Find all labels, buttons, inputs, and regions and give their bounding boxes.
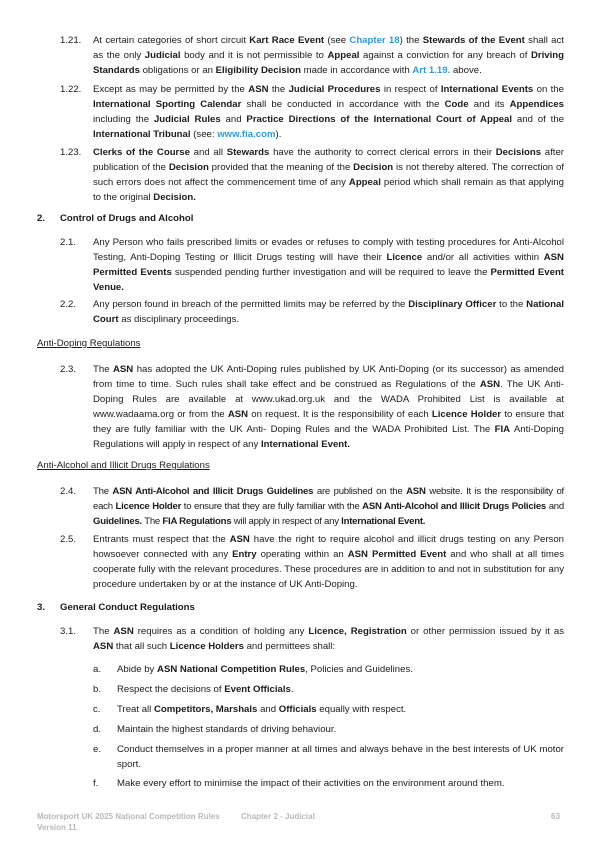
- subheading-anti-alcohol: Anti-Alcohol and Illicit Drugs Regulations: [37, 460, 210, 471]
- footer-document-title: Motorsport UK 2025 National Competition Rules Version 11: [37, 812, 220, 832]
- item-number: 2.4.: [60, 486, 77, 497]
- paragraph-2-5: Entrants must respect that the ASN have the right to require alcohol and illicit drugs testing on any Person howsoever connected with any Entry operating within an ASN Permitted Event and who shall at all times cooperate fully with the relevant procedures. These procedures are in addition to and not in substitution for any procedure undertaken by or at the instance of UK Anti-Doping.: [93, 534, 564, 590]
- section-title-drugs-alcohol: Control of Drugs and Alcohol: [60, 213, 194, 224]
- paragraph-1-21: At certain categories of short circuit Kart Race Event (see Chapter 18) the Stewards of the Event shall act as the only Judicial body and it is not permissible to Appeal against a conviction for any breach of Driving Standards obligations or an Eligibility Decision made in accordance with Art 1.19. above.: [93, 35, 564, 76]
- list-item-e: Conduct themselves in a proper manner at all times and always behave in the best interests of UK motor sport.: [117, 744, 564, 770]
- chapter-18-link[interactable]: Chapter 18: [349, 35, 400, 46]
- list-item-b: Respect the decisions of Event Officials.: [117, 684, 294, 695]
- list-item-f: Make every effort to minimise the impact of their activities on the environment around them.: [117, 778, 505, 789]
- paragraph-3-1: The ASN requires as a condition of holding any Licence, Registration or other permission issued by it as ASN that all such Licence Holders and permittees shall:: [93, 626, 565, 652]
- item-number: 1.23.: [60, 147, 82, 158]
- art-1-19-link[interactable]: Art 1.19.: [412, 65, 451, 76]
- paragraph-2-1: Any Person who fails prescribed limits or evades or refuses to comply with testing procedures for Anti-Alcohol Testing, Anti-Doping Testing or Illicit Drugs testing will have their Licence and/or all activities within ASN Permitted Events suspended pending further investigation and will be required to leave the Permitted Event Venue.: [93, 237, 564, 293]
- list-letter: a.: [93, 664, 102, 675]
- section-number: 3.: [37, 602, 46, 613]
- list-letter: d.: [93, 724, 102, 735]
- subheading-anti-doping: Anti-Doping Regulations: [37, 338, 141, 349]
- section-number: 2.: [37, 213, 46, 224]
- list-item-c: Treat all Competitors, Marshals and Officials equally with respect.: [117, 704, 407, 715]
- footer-page-number: 63: [551, 812, 560, 821]
- list-letter: f.: [93, 778, 99, 789]
- list-item-d: Maintain the highest standards of driving behaviour.: [117, 724, 337, 735]
- item-number: 1.21.: [60, 35, 82, 46]
- paragraph-2-2: Any person found in breach of the permitted limits may be referred by the Disciplinary Officer to the National Court as disciplinary proceedings.: [93, 299, 564, 325]
- footer-chapter: Chapter 2 - Judicial: [241, 812, 315, 821]
- list-item-a: Abide by ASN National Competition Rules, Policies and Guidelines.: [117, 664, 413, 675]
- fia-website-link[interactable]: www.fia.com: [217, 129, 276, 140]
- item-number: 2.1.: [60, 237, 77, 248]
- list-letter: c.: [93, 704, 101, 715]
- paragraph-1-23: Clerks of the Course and all Stewards have the authority to correct clerical errors in their Decisions after publication of the Decision provided that the meaning of the Decision is not thereby altered. The correction of such errors does not affect the commencement time of any Appeal period which shall remain as that applying to the original Decision.: [93, 147, 564, 203]
- paragraph-2-3: The ASN has adopted the UK Anti-Doping rules published by UK Anti-Doping (or its successor) as amended from time to time. Such rules shall take effect and be construed as Regulations of the ASN. The UK Anti-Doping Rules are available at www.ukad.org.uk and the WADA Prohibited List is available at www.wadaama.org or from the ASN on request. It is the responsibility of each Licence Holder to ensure that they are fully familiar with the UK Anti- Doping Rules and the WADA Prohibited List. The FIA Anti-Doping Regulations will apply in respect of any International Event.: [93, 364, 565, 450]
- list-letter: b.: [93, 684, 102, 695]
- item-number: 3.1.: [60, 626, 77, 637]
- paragraph-2-4: The ASN Anti-Alcohol and Illicit Drugs Guidelines are published on the ASN website. It is the responsibility of each Licence Holder to ensure that they are fully familiar with the ASN Anti-Alcohol and Illicit Drugs Policies and Guidelines. The FIA Regulations will apply in respect of any International Event.: [93, 486, 564, 527]
- item-number: 2.3.: [60, 364, 77, 375]
- item-number: 2.5.: [60, 534, 77, 545]
- item-number: 2.2.: [60, 299, 77, 310]
- paragraph-1-22: Except as may be permitted by the ASN the Judicial Procedures in respect of International Events on the International Sporting Calendar shall be conducted in accordance with the Code and its Appendices including the Judicial Rules and Practice Directions of the International Court of Appeal and of the International Tribunal (see: www.fia.com).: [93, 84, 565, 140]
- item-number: 1.22.: [60, 84, 82, 95]
- section-title-general-conduct: General Conduct Regulations: [60, 602, 195, 613]
- list-letter: e.: [93, 744, 102, 755]
